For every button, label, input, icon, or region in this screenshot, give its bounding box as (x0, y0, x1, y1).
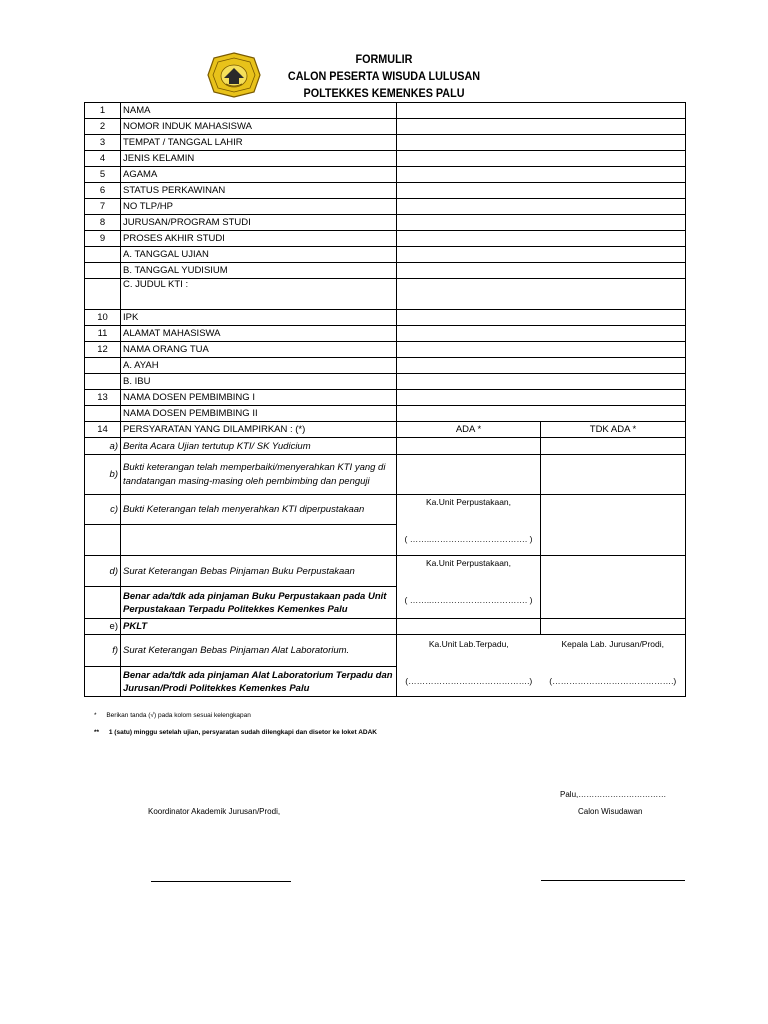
sign-title: Ka.Unit Perpustakaan, (425, 497, 512, 507)
coordinator-title: Koordinator Akademik Jurusan/Prodi, (148, 807, 281, 816)
check-tdk-b[interactable] (541, 455, 686, 495)
row-label: B. IBU (121, 374, 397, 390)
check-ada-b[interactable] (397, 455, 541, 495)
item-letter: d) (85, 556, 121, 587)
requirement-a: Berita Acara Ujian tertutup KTI/ SK Yudicium (121, 438, 397, 455)
check-tdk-d[interactable] (541, 556, 686, 619)
row-value-field[interactable] (397, 263, 686, 279)
row-number: 7 (85, 199, 121, 215)
row-label: ALAMAT MAHASISWA (121, 326, 397, 342)
check-tdk-a[interactable] (541, 438, 686, 455)
note-mark: * (94, 712, 97, 719)
row-number: 3 (85, 135, 121, 151)
row-value-field[interactable] (397, 326, 686, 342)
form-row (85, 390, 686, 406)
note-2 (94, 729, 377, 736)
col-tdk-ada-header: TDK ADA * (541, 422, 686, 438)
item-letter: c) (85, 495, 121, 525)
requirement-f: Surat Keterangan Bebas Pinjaman Alat Laboratorium. (121, 635, 397, 667)
row-label: TEMPAT / TANGGAL LAHIR (121, 135, 397, 151)
empty-cell (85, 667, 121, 697)
sign-title: Ka.Unit Lab.Terpadu, (428, 639, 509, 649)
row-label: A. AYAH (121, 358, 397, 374)
sign-title: Kepala Lab. Jurusan/Prodi, (561, 639, 665, 649)
requirement-d: Surat Keterangan Bebas Pinjaman Buku Perpustakaan (121, 556, 397, 587)
form-row (85, 183, 686, 199)
check-ada-a[interactable] (397, 438, 541, 455)
note-mark: ** (94, 729, 100, 736)
row-value-field[interactable] (397, 374, 686, 390)
sign-box-c[interactable] (397, 495, 541, 556)
note-1 (94, 712, 251, 719)
row-label: PROSES AKHIR STUDI (121, 231, 397, 247)
form-subtitle: CALON PESERTA WISUDA LULUSAN (287, 69, 481, 83)
note-text: Berikan tanda (√) pada kolom sesuai kelengkapan (106, 712, 251, 719)
row-label: NOMOR INDUK MAHASISWA (121, 119, 397, 135)
row-label: NAMA DOSEN PEMBIMBING I (121, 390, 397, 406)
row-value-field[interactable] (397, 135, 686, 151)
check-ada-e[interactable] (397, 619, 541, 635)
sign-dots: ( ……..……………………………. ) (404, 534, 533, 544)
row-value-field[interactable] (397, 167, 686, 183)
form-row (85, 247, 686, 263)
row-value-field[interactable] (397, 406, 686, 422)
requirements-section (85, 422, 686, 697)
row-number: 14 (85, 422, 121, 438)
graduate-signature-line[interactable] (541, 880, 685, 881)
form-row (85, 279, 686, 310)
sign-box-f1[interactable] (397, 635, 541, 697)
requirement-b: Bukti keterangan telah memperbaiki/menyerahkan KTI yang di tandatangan masing-masing oleh pembimbing dan penguji (121, 455, 397, 495)
row-label: NAMA DOSEN PEMBIMBING II (121, 406, 397, 422)
row-number: 4 (85, 151, 121, 167)
item-letter: e) (85, 619, 121, 635)
row-value-field[interactable] (397, 199, 686, 215)
row-label: NAMA (121, 103, 397, 119)
form-title: FORMULIR (355, 52, 413, 66)
row-label: AGAMA (121, 167, 397, 183)
empty-cell (85, 525, 121, 556)
row-number: 2 (85, 119, 121, 135)
row-value-field[interactable] (397, 119, 686, 135)
row-value-field[interactable] (397, 215, 686, 231)
row-label: IPK (121, 310, 397, 326)
row-number: 12 (85, 342, 121, 358)
row-number: 11 (85, 326, 121, 342)
row-label: STATUS PERKAWINAN (121, 183, 397, 199)
form-row (85, 103, 686, 119)
form-row (85, 310, 686, 326)
form-row (85, 406, 686, 422)
form-row (85, 342, 686, 358)
check-tdk-e[interactable] (541, 619, 686, 635)
row-number (85, 406, 121, 422)
row-value-field[interactable] (397, 151, 686, 167)
form-row (85, 231, 686, 247)
row-value-field[interactable] (397, 342, 686, 358)
form-row (85, 374, 686, 390)
empty-cell (121, 525, 397, 556)
row-value-field[interactable] (397, 247, 686, 263)
check-tdk-c[interactable] (541, 495, 686, 556)
place-date: Palu,…………………………… (560, 790, 667, 799)
row-number (85, 247, 121, 263)
col-ada-header: ADA * (397, 422, 541, 438)
item-letter: b) (85, 455, 121, 495)
registration-form-table (84, 102, 686, 697)
statement-f: Benar ada/tdk ada pinjaman Alat Laboratorium Terpadu dan Jurusan/Prodi Politekkes Kemenkes Palu (121, 667, 397, 697)
note-text: 1 (satu) minggu setelah ujian, persyaratan sudah dilengkapi dan disetor ke loket ADAK (108, 729, 377, 736)
form-row (85, 358, 686, 374)
sign-dots: (…………………………………….) (549, 676, 677, 686)
statement-d: Benar ada/tdk ada pinjaman Buku Perpustakaan pada Unit Perpustakaan Terpadu Politekkes Kemenkes Palu (121, 587, 397, 619)
sign-box-f2[interactable] (541, 635, 686, 697)
item-letter: a) (85, 438, 121, 455)
empty-cell (85, 587, 121, 619)
row-label: B. TANGGAL YUDISIUM (121, 263, 397, 279)
row-number: 8 (85, 215, 121, 231)
institution-name: POLTEKKES KEMENKES PALU (303, 86, 465, 100)
sign-dots: ( ……..……………………………. ) (404, 595, 533, 605)
row-number (85, 263, 121, 279)
row-number (85, 358, 121, 374)
coordinator-signature-line[interactable] (151, 881, 291, 882)
sign-dots: (…………………………………….) (405, 676, 533, 686)
sign-title: Ka.Unit Perpustakaan, (425, 558, 512, 568)
form-row (85, 135, 686, 151)
form-row (85, 263, 686, 279)
graduate-title: Calon Wisudawan (578, 807, 643, 816)
row-number: 5 (85, 167, 121, 183)
row-value-field[interactable] (397, 279, 686, 310)
row-number (85, 279, 121, 310)
row-number: 6 (85, 183, 121, 199)
row-value-field[interactable] (397, 183, 686, 199)
item-letter: f) (85, 635, 121, 667)
form-fields (85, 103, 686, 422)
row-number: 10 (85, 310, 121, 326)
row-label: NAMA ORANG TUA (121, 342, 397, 358)
row-value-field[interactable] (397, 231, 686, 247)
row-label: NO TLP/HP (121, 199, 397, 215)
form-row (85, 151, 686, 167)
row-label: A. TANGGAL UJIAN (121, 247, 397, 263)
requirement-c: Bukti Keterangan telah menyerahkan KTI diperpustakaan (121, 495, 397, 525)
row-number (85, 374, 121, 390)
form-row (85, 215, 686, 231)
row-value-field[interactable] (397, 390, 686, 406)
requirements-label: PERSYARATAN YANG DILAMPIRKAN : (*) (121, 422, 397, 438)
row-value-field[interactable] (397, 310, 686, 326)
form-row (85, 199, 686, 215)
requirement-e: PKLT (121, 619, 397, 635)
row-label: JENIS KELAMIN (121, 151, 397, 167)
row-value-field[interactable] (397, 103, 686, 119)
form-row (85, 167, 686, 183)
row-number: 9 (85, 231, 121, 247)
sign-box-d[interactable] (397, 556, 541, 619)
row-number: 13 (85, 390, 121, 406)
row-value-field[interactable] (397, 358, 686, 374)
row-label: C. JUDUL KTI : (121, 279, 397, 310)
form-row (85, 326, 686, 342)
row-label: JURUSAN/PROGRAM STUDI (121, 215, 397, 231)
form-row (85, 119, 686, 135)
row-number: 1 (85, 103, 121, 119)
